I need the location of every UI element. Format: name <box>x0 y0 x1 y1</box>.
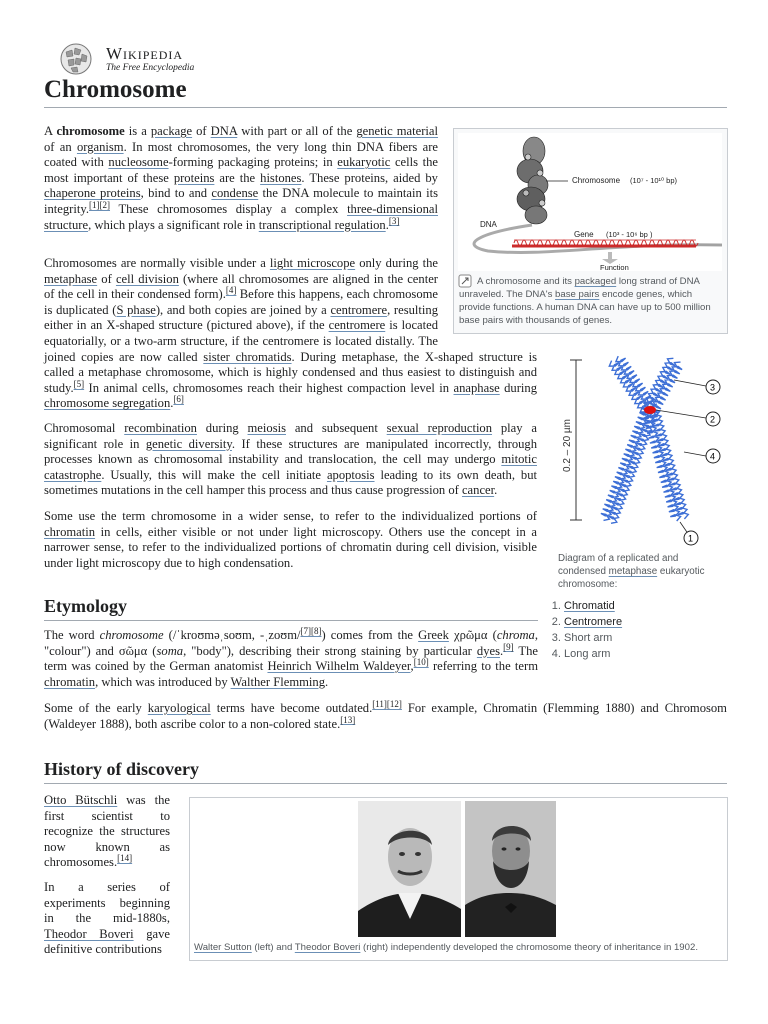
text-run: (left) and <box>251 942 295 953</box>
history-paragraph-2 <box>44 880 170 958</box>
wikipedia-globe-icon[interactable] <box>58 42 94 76</box>
text-run: cells the most important of these <box>44 155 438 185</box>
inline-link[interactable]: Greek <box>418 628 449 642</box>
inline-link[interactable]: chaperone proteins <box>44 186 141 201</box>
centromere-mark <box>644 406 656 414</box>
inline-link[interactable]: DNA <box>210 124 238 138</box>
condensed-chromosome-drawing <box>517 137 548 224</box>
text-run: A <box>44 124 57 138</box>
walter-sutton-portrait[interactable] <box>358 801 461 937</box>
marker-3-label: 3 <box>710 382 716 393</box>
chromosome-dna-diagram[interactable] <box>458 133 722 271</box>
replicated-chromosome-diagram[interactable] <box>556 352 728 550</box>
inline-link[interactable]: meiosis <box>247 421 286 435</box>
inline-link[interactable]: base pairs <box>555 289 600 300</box>
text-run: Some of the early <box>44 701 148 715</box>
figure-sutton-boveri <box>189 797 728 961</box>
inline-link[interactable]: centromere <box>330 302 388 317</box>
text-run: during <box>499 380 537 395</box>
legend-item-short-arm: 3. Short arm <box>564 630 744 646</box>
inline-link[interactable]: Walther Flemming <box>230 674 326 689</box>
text-run: play a significant role in <box>44 421 537 451</box>
citation-ref[interactable]: [8] <box>310 625 322 636</box>
text-run: is a <box>124 124 151 138</box>
inline-link[interactable]: condense <box>211 186 259 201</box>
text-run: ) comes from the <box>321 628 419 642</box>
citation-ref[interactable]: [12] <box>386 698 402 709</box>
text-run: of an <box>44 139 77 154</box>
label-gene: Gene <box>574 230 594 239</box>
text-run: encode genes, which provide functions. A human DNA can have up to 500 million base pairs with thousands of genes. <box>459 289 711 326</box>
text-run: was the first scientist to recognize the structures now known as chromosomes. <box>44 793 170 870</box>
text-run: and subsequent <box>286 421 387 435</box>
text-run: . <box>499 643 504 658</box>
inline-link[interactable]: Theodor Boveri <box>294 942 361 953</box>
text-run: The term was coined by the German anatomist <box>44 643 539 674</box>
wikipedia-wordmark[interactable]: Wikipedia <box>106 44 184 63</box>
citation-ref[interactable]: [5] <box>73 378 85 389</box>
inline-link[interactable]: package <box>150 124 193 138</box>
figure2-caption <box>558 552 728 591</box>
page-title: Chromosome <box>44 76 187 103</box>
inline-link[interactable]: light microscope <box>269 256 356 270</box>
citation-ref[interactable]: [1] <box>89 199 100 210</box>
text-run: with part or all of the <box>237 124 357 138</box>
text-run: ), and both copies are joined by a <box>155 302 331 317</box>
italic-term: chroma <box>496 628 535 642</box>
legend-item-centromere[interactable]: 2. Centromere <box>564 614 744 630</box>
intro-paragraph-1 <box>44 124 438 233</box>
citation-ref[interactable]: [10] <box>413 657 429 667</box>
figure1-caption <box>459 275 721 327</box>
inline-link[interactable]: chromatin <box>44 524 96 539</box>
inline-link[interactable]: eukaryotic <box>337 155 391 170</box>
chromatid-coil <box>651 362 682 413</box>
text-run: of <box>97 271 116 286</box>
text-run: , "body"), describing their strong staining by particular <box>183 643 477 658</box>
marker-1-label: 1 <box>688 533 694 544</box>
intro-paragraph-3 <box>44 421 537 499</box>
text-run: (where all chromosomes are aligned in the center of the cell in their condensed form). <box>44 271 438 302</box>
text-run: , resulting either in an X-shaped structure (pictured above), if the <box>44 302 439 333</box>
inline-link[interactable]: dyes <box>476 643 500 658</box>
etymology-paragraph-2 <box>44 698 727 732</box>
inline-link[interactable]: Heinrich Wilhelm Waldeyer <box>267 659 411 674</box>
inline-link[interactable]: karyological <box>147 701 211 715</box>
text-run: Chromosomes are normally visible under a <box>44 256 270 270</box>
inline-link[interactable]: cell division <box>115 271 179 286</box>
text-run: . <box>494 483 498 498</box>
inline-link[interactable]: metaphase <box>608 566 658 577</box>
text-run: , <box>410 659 414 674</box>
citation-ref[interactable]: [7] <box>300 625 311 636</box>
legend-item-long-arm: 4. Long arm <box>564 646 744 662</box>
inline-link[interactable]: Otto Bütschli <box>44 793 118 807</box>
inline-link[interactable]: nucleosome <box>108 155 169 170</box>
theodor-boveri-portrait[interactable] <box>465 801 556 937</box>
citation-ref[interactable]: [13] <box>340 714 356 725</box>
citation-ref[interactable]: [4] <box>225 285 237 295</box>
text-run: . <box>385 217 389 232</box>
label-chromosome: Chromosome <box>572 176 621 185</box>
text-run: In animal cells, chromosomes reach their highest compaction level in <box>84 380 454 395</box>
history-divider <box>44 783 727 784</box>
label-chromosome-bp: (10⁷ - 10¹⁰ bp) <box>630 176 677 185</box>
inline-link[interactable]: packaged <box>574 276 617 287</box>
inline-link[interactable]: mitotic catastrophe <box>44 452 537 482</box>
citation-ref[interactable]: [14] <box>117 853 133 864</box>
etymology-paragraph-1 <box>44 625 539 690</box>
title-divider <box>44 107 727 108</box>
text-run: gave definitive contributions <box>44 926 171 957</box>
inline-link[interactable]: sexual reproduction <box>386 421 493 435</box>
text-run: The word <box>44 628 100 642</box>
inline-link[interactable]: sister chromatids <box>203 349 292 364</box>
inline-link[interactable]: Walter Sutton <box>194 942 252 953</box>
chromatid-coil <box>649 410 688 519</box>
label-function: Function <box>600 263 629 271</box>
text-run: in cells, either visible or not under light microscopy. Others use the concept in a narrower sense, to refer to the individualized portions of chromatin during cell division, visible under light microscopy due to high condensation. <box>44 524 537 570</box>
text-run: is located equatorially, or a two-arm structure, if the centromere is located distally. The joined copies are now called <box>44 318 439 364</box>
text-run: during <box>196 421 248 435</box>
citation-ref[interactable]: [6] <box>173 394 184 405</box>
citation-ref[interactable]: [2] <box>99 199 111 210</box>
text-run: . <box>170 396 174 411</box>
text-run: leading to its own death, but sometimes mutations in the cell hamper this process and thus cause progression of <box>44 467 538 498</box>
text-run: . During metaphase, the X-shaped structure is called a metaphase chromosome, which is highly condensed and thus easiest to distinguish and study. <box>44 349 537 395</box>
text-run: terms have become outdated. <box>210 701 373 715</box>
legend-item-chromatid[interactable]: 1. Chromatid <box>564 598 744 614</box>
intro-paragraph-4 <box>44 509 537 571</box>
etymology-heading: Etymology <box>44 596 127 616</box>
text-run: Some use the term chromosome in a wider sense, to refer to the individualized portions of <box>44 509 537 523</box>
scale-label: 0.2 – 20 µm <box>562 418 573 472</box>
inline-link[interactable]: proteins <box>173 170 215 185</box>
marker-2-label: 2 <box>710 414 716 425</box>
text-run: . If these structures are manipulated incorrectly, through processes known as chromosomal instability and translocation, the cell may undergo <box>44 436 538 467</box>
inline-link[interactable]: chromosome segregation <box>44 396 171 411</box>
text-run: (right) independently developed the chromosome theory of inheritance in 1902. <box>360 942 698 953</box>
inline-link[interactable]: Theodor Boveri <box>44 926 134 941</box>
text-run: Diagram of a replicated and condensed <box>558 553 679 577</box>
text-run: Chromosomal <box>44 421 125 435</box>
inline-link[interactable]: histones <box>260 170 302 185</box>
history-heading: History of discovery <box>44 759 199 779</box>
italic-term: chromosome <box>99 628 164 642</box>
text-run: of <box>192 124 211 138</box>
inline-link[interactable]: anaphase <box>453 380 500 395</box>
text-run: χρῶμα ( <box>448 628 497 642</box>
text-run: , "colour") and σῶμα ( <box>44 628 538 658</box>
inline-link[interactable]: centromere <box>328 318 386 333</box>
label-dna: DNA <box>480 220 497 229</box>
inline-link[interactable]: metaphase <box>44 271 98 286</box>
bold-term: chromosome <box>56 124 125 138</box>
text-run: , bind to and <box>140 186 212 201</box>
text-run: . <box>325 674 329 689</box>
text-run: , which was introduced by <box>95 674 231 689</box>
figure3-caption <box>194 941 724 954</box>
dna-strand <box>474 225 722 253</box>
text-run: For example, Chromatin (Flemming 1880) and Chromosom (Waldeyer 1888), both ascribe color to a non-colored state. <box>44 701 727 731</box>
label-gene-bp: (10³ - 10⁶ bp ) <box>606 230 653 239</box>
text-run: the DNA molecule to maintain its integrity. <box>44 186 438 216</box>
wikipedia-tagline: The Free Encyclopedia <box>106 63 195 73</box>
citation-ref[interactable]: [9] <box>503 641 514 652</box>
inline-link[interactable]: transcriptional regulation <box>258 217 386 232</box>
text-run: These chromosomes display a complex <box>110 201 348 216</box>
text-run: only during the <box>355 256 439 270</box>
history-paragraph-1 <box>44 793 170 871</box>
inline-link[interactable]: chromatin <box>44 674 96 689</box>
text-run: (/ˈkroʊməˌsoʊm, -ˌzoʊm/ <box>163 628 301 642</box>
text-run: . In most chromosomes, the very long thin DNA fibers are coated with <box>44 139 438 170</box>
text-run: referring to the term <box>428 659 538 674</box>
text-run: long strand of DNA unraveled. The DNA's <box>459 276 700 300</box>
text-run: . These proteins, aided by <box>301 170 438 185</box>
citation-ref[interactable]: [11] <box>372 698 387 709</box>
inline-link[interactable]: genetic diversity <box>145 436 232 451</box>
text-run: . Usually, this will make the cell initiate <box>101 467 327 482</box>
etymology-divider <box>44 620 538 621</box>
text-run: A chromosome and its <box>477 276 575 287</box>
text-run: -forming packaging proteins; in <box>168 155 338 170</box>
gene-band <box>512 240 698 246</box>
inline-link[interactable]: recombination <box>124 421 197 435</box>
citation-ref[interactable]: [3] <box>388 215 400 226</box>
text-run: eukaryotic chromosome: <box>558 566 705 590</box>
italic-term: soma <box>156 643 184 658</box>
figure2-legend <box>544 598 744 662</box>
text-run: In a series of experiments beginning in the mid-1880s, <box>44 880 170 926</box>
inline-link[interactable]: three-dimensional structure <box>44 201 438 232</box>
text-run: are the <box>214 170 261 185</box>
figure-chromosome-dna <box>453 128 728 334</box>
inline-link[interactable]: organism <box>76 139 124 154</box>
chromatid-coil <box>601 408 650 521</box>
text-run: Before this happens, each chromosome is duplicated ( <box>44 287 439 317</box>
inline-link[interactable]: genetic material <box>356 124 439 138</box>
inline-link[interactable]: apoptosis <box>326 467 375 482</box>
inline-link[interactable]: S phase <box>116 302 156 317</box>
text-run: , which plays a significant role in <box>88 217 259 232</box>
marker-4-label: 4 <box>710 451 716 462</box>
inline-link[interactable]: cancer <box>461 483 495 498</box>
